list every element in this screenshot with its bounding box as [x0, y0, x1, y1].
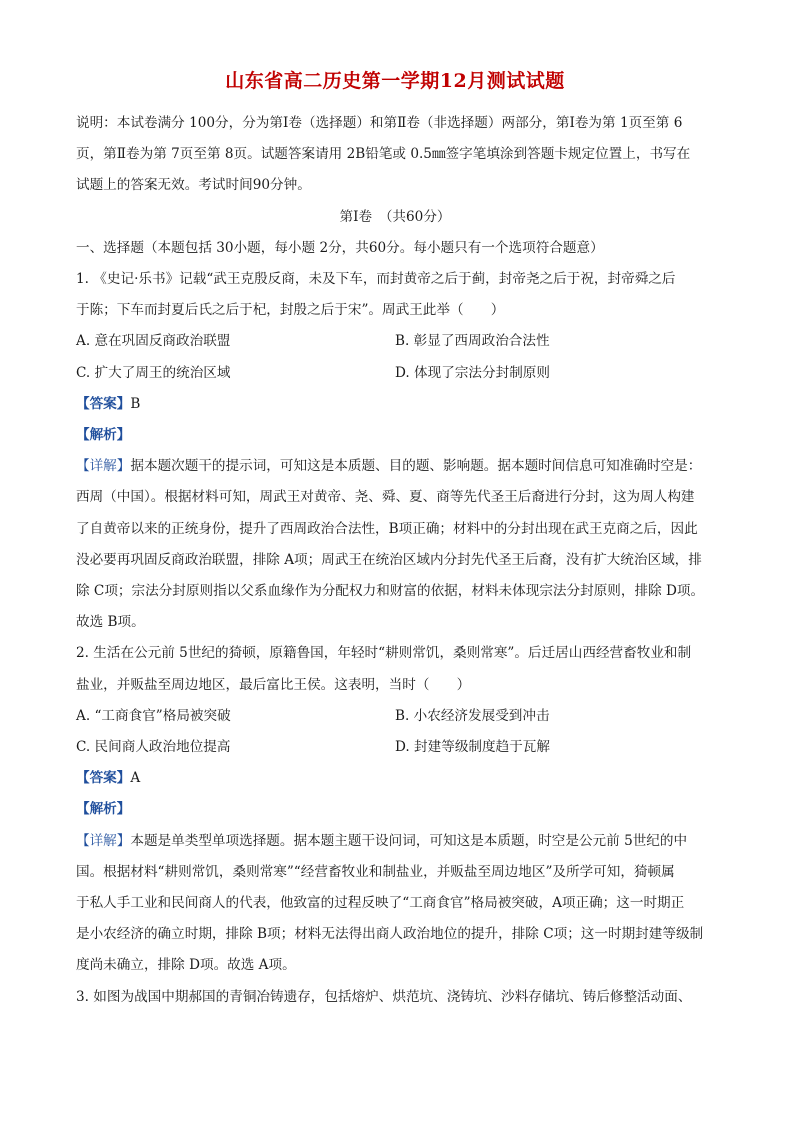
- option-d: D. 体现了宗法分封制原则: [395, 364, 550, 381]
- detail-line: 西周（中国）。根据材料可知，周武王对黄帝、尧、舜、夏、商等先代圣王后裔进行分封，这为周人构建: [76, 489, 695, 506]
- detail-line: 国。根据材料“耕则常饥，桑则常寒”“经营畜牧业和制盐业，并贩盐至周边地区”及所学可知，猗顿属: [76, 863, 675, 880]
- analysis-label: 【解析】: [76, 801, 131, 818]
- answer-label: 【答案】: [76, 395, 131, 412]
- detail-label: 【详解】: [76, 458, 131, 475]
- option-a: A. 意在巩固反商政治联盟: [76, 333, 231, 350]
- analysis-line: [76, 420, 714, 451]
- detail-line: [76, 451, 714, 482]
- intro-line: 页，第Ⅱ卷为第 7页至第 8页。试题答案请用 2B铅笔或 0.5㎜签字笔填涂到答题卡规定位置上，书写在: [76, 146, 691, 163]
- section-note: 一、选择题（本题包括 30小题，每小题 2分，共60分。每小题只有一个选项符合题意）: [76, 239, 604, 256]
- answer-value: A: [130, 770, 141, 787]
- intro-line: 说明：本试卷满分 100分，分为第Ⅰ卷（选择题）和第Ⅱ卷（非选择题）两部分，第Ⅰ卷为第 1页至第 6: [76, 115, 683, 131]
- detail-text: 据本题次题干的提示词，可知这是本质题、目的题、影响题。据本题时间信息可知准确时空是：: [130, 458, 702, 475]
- option-c: C. 民间商人政治地位提高: [76, 739, 231, 756]
- option-b: B. 小农经济发展受到冲击: [395, 707, 550, 724]
- question-3: [76, 982, 714, 1013]
- question-stem-line: 3. 如图为战国中期郝国的青铜冶铸遗存，包括熔炉、烘范坑、浇铸坑、沙料存储坑、铸后修整活动面、: [76, 988, 692, 1005]
- option-row: [76, 701, 714, 732]
- intro-line: 试题上的答案无效。考试时间90分钟。: [76, 177, 311, 194]
- answer-line: [76, 389, 714, 420]
- question-stem-line: 盐业，并贩盐至周边地区，最后富比王侯。这表明，当时（ ）: [76, 676, 471, 693]
- detail-line: 除 C项；宗法分封原则指以父系血缘作为分配权力和财富的依据，材料未体现宗法分封原则，排除 D项。: [76, 583, 705, 600]
- section-title: 第Ⅰ卷 （共60分）: [339, 208, 451, 225]
- detail-line: 了自黄帝以来的正统身份，提升了西周政治合法性，B项正确；材料中的分封出现在武王克商之后，因此: [76, 520, 698, 537]
- detail-line: 没必要再巩固反商政治联盟，排除 A项；周武王在统治区域内分封先代圣王后裔，没有扩大统治区域，排: [76, 551, 702, 568]
- analysis-line: [76, 794, 714, 825]
- answer-value: B: [130, 395, 141, 412]
- question-2: [76, 638, 714, 981]
- option-b: B. 彰显了西周政治合法性: [395, 333, 550, 350]
- question-stem-line: 于陈；下车而封夏后氏之后于杞，封殷之后于宋”。周武王此举（ ）: [76, 302, 505, 319]
- question-1: [76, 264, 714, 638]
- detail-line: 故选 B项。: [76, 614, 145, 631]
- page-title: 山东省高二历史第一学期12月测试试题: [225, 70, 565, 92]
- answer-line: [76, 763, 714, 794]
- question-stem-line: 2. 生活在公元前 5世纪的猗顿，原籍鲁国，年轻时“耕则常饥，桑则常寒”。后迁居山西经营畜牧业和制: [76, 645, 692, 662]
- option-row: [76, 732, 714, 763]
- detail-line: 于私人手工业和民间商人的代表，他致富的过程反映了“工商食官”格局被突破，A项正确；这一时期正: [76, 895, 685, 912]
- option-row: [76, 326, 714, 357]
- option-a: A. “工商食官”格局被突破: [76, 707, 231, 724]
- option-row: [76, 358, 714, 389]
- detail-line: 度尚未确立，排除 D项。故选 A项。: [76, 957, 296, 974]
- analysis-label: 【解析】: [76, 427, 131, 444]
- option-d: D. 封建等级制度趋于瓦解: [395, 739, 550, 756]
- option-c: C. 扩大了周王的统治区域: [76, 364, 231, 381]
- detail-text: 本题是单类型单项选择题。据本题主题干设问词，可知这是本质题，时空是公元前 5世纪的中: [130, 832, 688, 849]
- detail-line: 是小农经济的确立时期，排除 B项；材料无法得出商人政治地位的提升，排除 C项；这一时期封建等级制: [76, 926, 704, 943]
- answer-label: 【答案】: [76, 770, 131, 787]
- detail-line: [76, 826, 714, 857]
- question-stem-line: 1. 《史记·乐书》记载“武王克殷反商，未及下车，而封黄帝之后于蓟，封帝尧之后于祝，封帝舜之后: [76, 271, 676, 288]
- detail-label: 【详解】: [76, 832, 131, 849]
